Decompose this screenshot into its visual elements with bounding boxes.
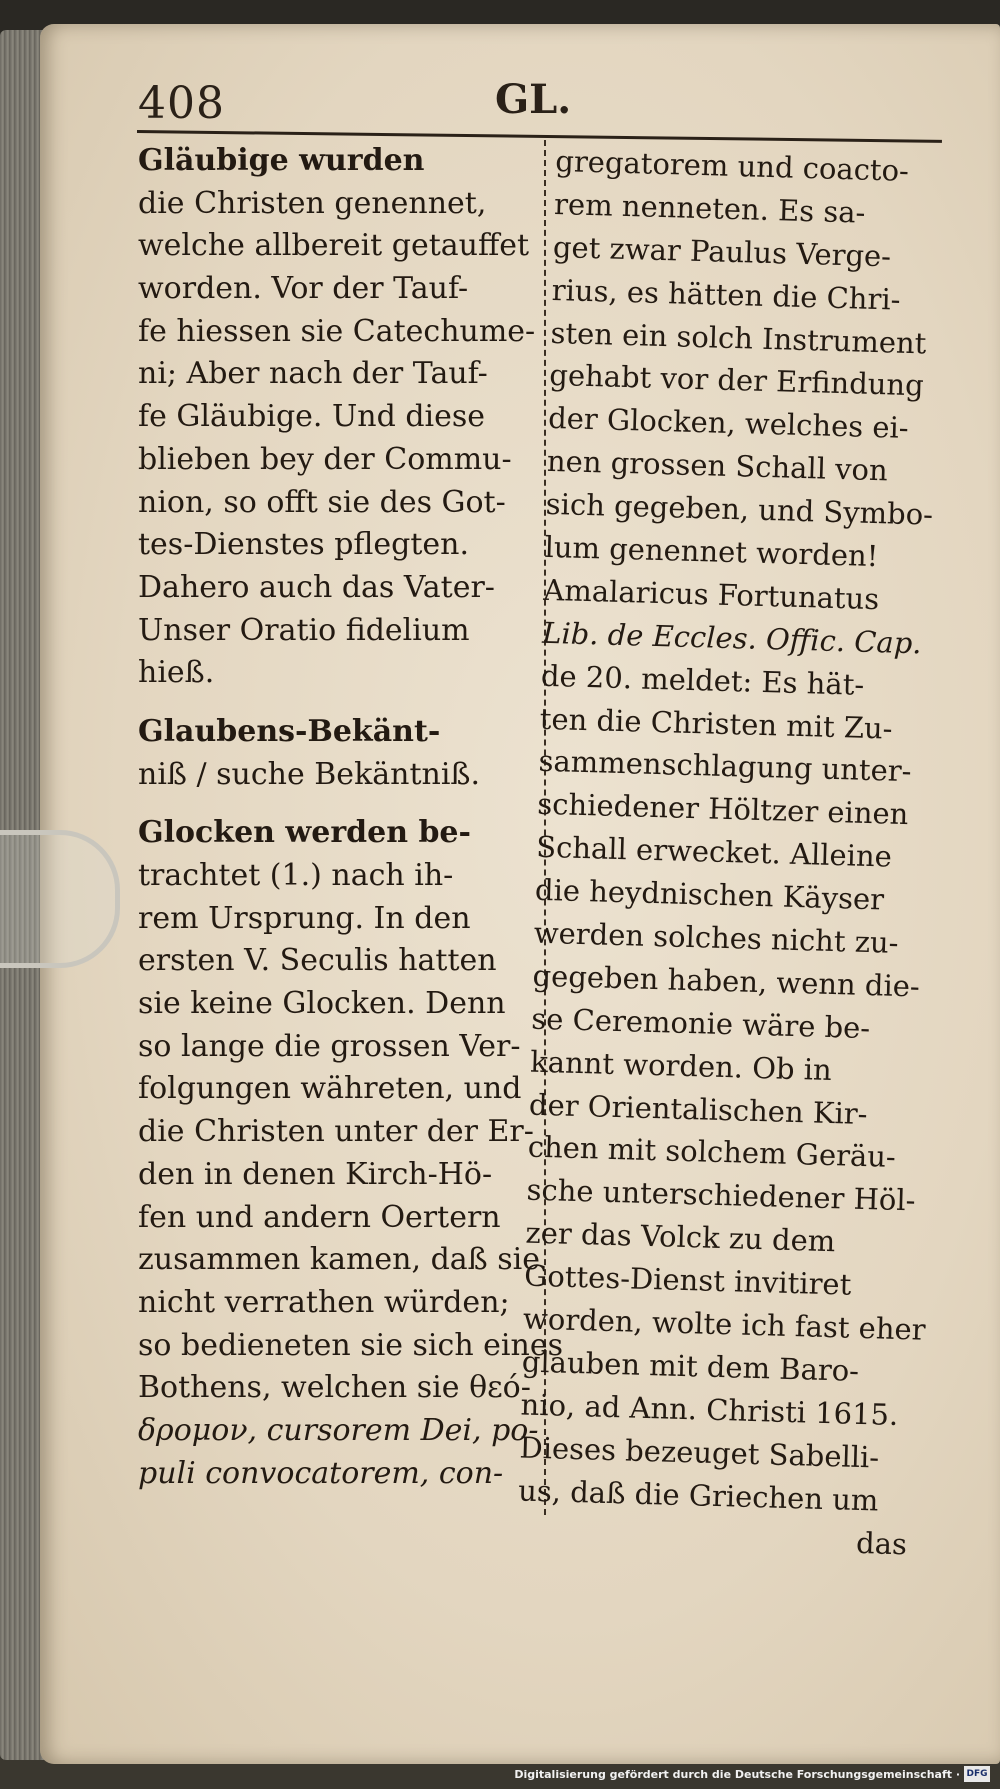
text-line: de 20. meldet: Es hät- [540, 658, 865, 702]
text-line: so lange die grossen Ver- [138, 1028, 521, 1064]
text-line: der Orientalischen Kir- [528, 1087, 868, 1131]
text-line: folgungen währeten, und [138, 1071, 522, 1107]
citation-line: Lib. de Eccles. Offic. Cap. [541, 615, 922, 661]
text-line: rius, es hätten die Chri- [551, 272, 901, 317]
text-line: gehabt vor der Erfindung [548, 358, 925, 403]
text-line: den in denen Kirch-Hö- [138, 1156, 493, 1192]
entry-heading-glaubens-bekaentniss: Glaubens-Bekänt- [138, 713, 441, 749]
dfg-logo: DFG [964, 1766, 990, 1782]
text-line: chen mit solchem Geräu- [527, 1130, 897, 1175]
text-line: zusammen kamen, daß sie [138, 1242, 540, 1278]
page-clip [0, 830, 120, 968]
text-line: hieß. [138, 655, 215, 691]
text-line: fe Gläubige. Und diese [138, 399, 486, 435]
text-line: worden. Vor der Tauf- [138, 271, 469, 307]
text-line: Dieses bezeuget Sabelli- [519, 1430, 880, 1475]
text-line: ten die Christen mit Zu- [539, 701, 893, 746]
text-line: zer das Volck zu dem [524, 1215, 836, 1259]
text-line: die heydnischen Käyser [534, 872, 885, 917]
text-line: so bedieneten sie sich eines [138, 1327, 563, 1363]
text-line: rem nenneten. Es sa- [553, 186, 866, 230]
text-line: Amalaricus Fortunatus [542, 572, 880, 617]
text-line: Schall erwecket. Alleine [535, 829, 893, 874]
text-line: Bothens, welchen sie θεό- [138, 1370, 531, 1406]
text-line: sie keine Glocken. Denn [138, 986, 506, 1022]
digitization-credit: Digitalisierung gefördert durch die Deutsche Forschungsgemeinschaft · [514, 1768, 960, 1781]
text-line: nio, ad Ann. Christi 1615. [520, 1387, 899, 1432]
left-column [138, 140, 563, 1495]
text-line: us, daß die Griechen um [517, 1473, 879, 1518]
text-line: ni; Aber nach der Tauf- [138, 356, 488, 392]
text-line: nicht verrathen würden; [138, 1284, 510, 1320]
text-line: worden, wolte ich fast eher [522, 1301, 927, 1347]
text-line: lum genennet worden! [544, 529, 879, 574]
entry-heading-glocken: Glocken werden be- [138, 815, 471, 851]
text-line: glauben mit dem Baro- [521, 1344, 860, 1388]
text-line: nion, so offt sie des Got- [138, 484, 506, 520]
text-line: get zwar Paulus Verge- [552, 229, 892, 274]
text-line: kannt worden. Ob in [529, 1044, 833, 1087]
text-line: der Glocken, welches ei- [547, 401, 910, 446]
text-line: fe hiessen sie Catechume- [138, 313, 536, 349]
text-line: ersten V. Seculis hatten [138, 943, 497, 979]
text-line: rem Ursprung. In den [138, 900, 471, 936]
text-line: die Christen unter der Er- [138, 1114, 534, 1150]
text-line: tes-Dienstes pflegten. [138, 527, 470, 563]
text-line: gregatorem und coacto- [554, 143, 910, 188]
paragraph-gap [138, 796, 526, 812]
running-head: GL. [495, 76, 572, 123]
text-line: nen grossen Schall von [546, 444, 889, 488]
page-number: 408 [138, 78, 225, 129]
text-line: gegeben haben, wenn die- [532, 958, 921, 1004]
text-line: Unser Oratio fidelium [138, 612, 470, 648]
text-line-latin: puli convocatorem, con- [138, 1455, 504, 1491]
right-column [516, 140, 945, 1566]
text-line: trachtet (1.) nach ih- [138, 858, 454, 893]
text-line: welche allbereit getauffet [138, 228, 530, 264]
text-line: werden solches nicht zu- [533, 915, 899, 960]
entry-heading-glaeubige: Gläubige wurden [138, 143, 425, 178]
text-line: Gottes-Dienst invitiret [523, 1258, 852, 1302]
text-line: schiedener Höltzer einen [536, 787, 909, 832]
text-line: se Ceremonie wäre be- [530, 1001, 871, 1045]
cross-reference: niß / suche Bekäntniß. [138, 756, 480, 792]
text-line-latin: δρομον, cursorem Dei, po- [138, 1412, 539, 1448]
text-line: sten ein solch Instrument [550, 315, 927, 360]
text-line: sammenschlagung unter- [538, 744, 912, 789]
text-line: die Christen genennet, [138, 185, 487, 221]
text-line: sich gegeben, und Symbo- [545, 486, 934, 532]
text-line: fen und andern Oertern [138, 1199, 501, 1235]
text-line: Dahero auch das Vater- [138, 569, 495, 605]
text-line: blieben bey der Commu- [138, 441, 512, 477]
paragraph-gap [138, 695, 526, 711]
catchword: das [855, 1525, 908, 1561]
text-line: sche unterschiedener Höl- [526, 1172, 916, 1218]
